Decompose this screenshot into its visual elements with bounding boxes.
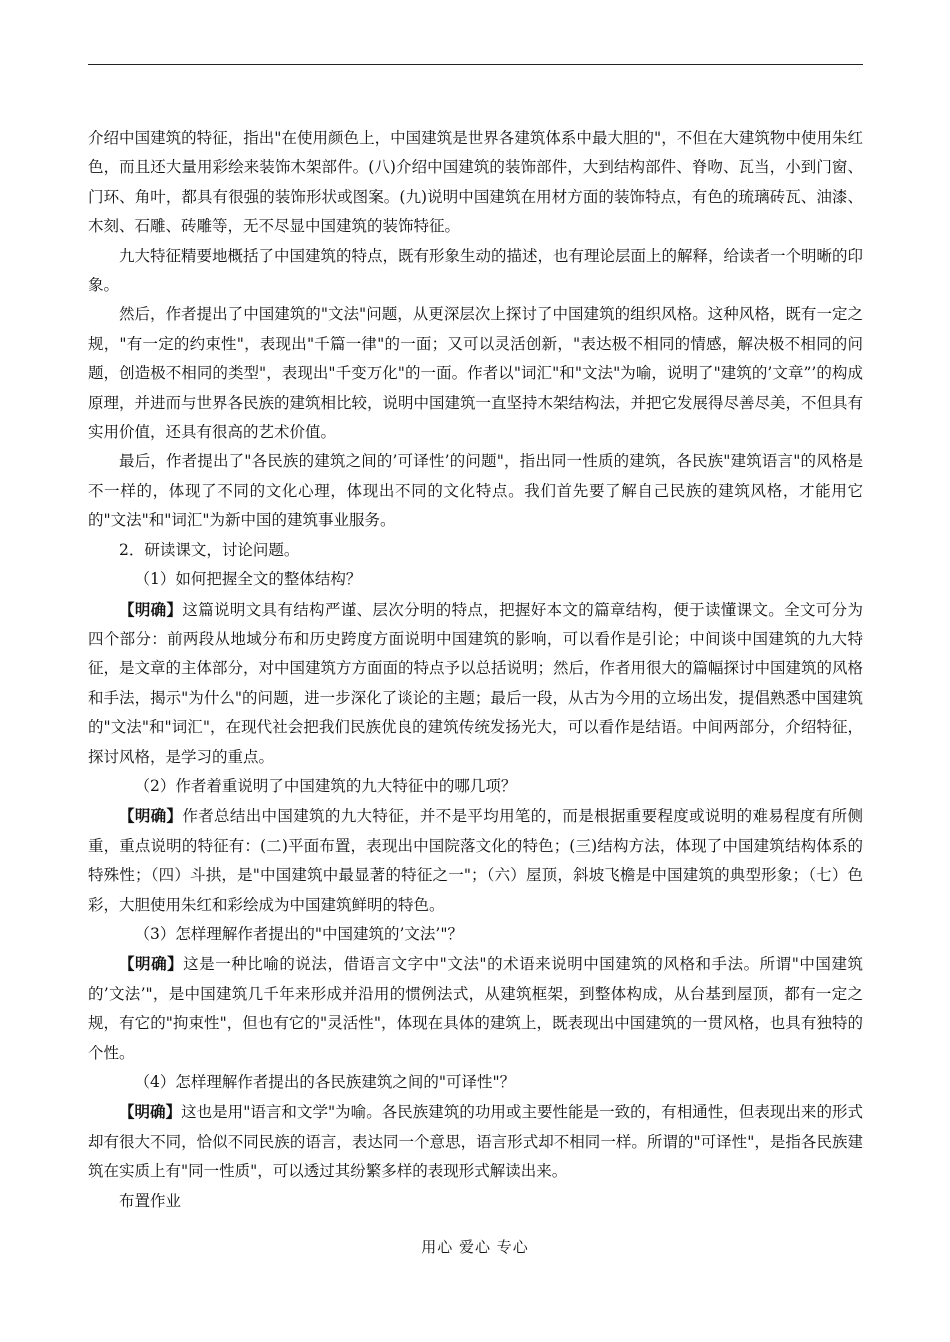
answer-4 <box>88 1097 863 1186</box>
section-heading-discussion: 2．研读课文，讨论问题。 <box>119 540 300 559</box>
paragraph-features-continued: 介绍中国建筑的特征，指出"在使用颜色上，中国建筑是世界各建筑体系中最大胆的"，不但在大建筑物中使用朱红色，而且还大量用彩绘来装饰木架部件。(八)介绍中国建筑的装饰部件，大到结构部件、脊吻、瓦当，小到门窗、门环、角叶，都具有很强的装饰形状或图案。(九)说明中国建筑在用材方面的装饰特点，有色的琉璃砖瓦、油漆、木刻、石雕、砖雕等，无不尽显中国建筑的装饰特征。 <box>88 129 863 236</box>
paragraph-nine-features-summary: 九大特征精要地概括了中国建筑的特点，既有形象生动的描述，也有理论层面上的解释，给读者一个明晰的印象。 <box>88 246 864 295</box>
question-1: （1）如何把握全文的整体结构？ <box>134 570 362 589</box>
answer-4-text: 这也是用"语言和文学"为喻。各民族建筑的功用或主要性能是一致的，有相通性，但表现出来的形式却有很大不同，恰似不同民族的语言，表达同一个意思，语言形式却不相同一样。所谓的"可译性"，是指各民族建筑在实质上有"同一性质"，可以透过其纷繁多样的表现形式解读出来。 <box>88 1103 863 1181</box>
mingque-label: 【明确】 <box>119 599 183 619</box>
body-text <box>88 124 863 1216</box>
page-footer: 用心 爱心 专心 <box>421 1238 529 1256</box>
answer-3-text: 这是一种比喻的说法，借语言文字中"文法"的术语来说明中国建筑的风格和手法。所谓"中国建筑的’文法’"，是中国建筑几千年来形成并沿用的惯例法式，从建筑框架，到整体构成，从台基到屋顶，都有一定之规，有它的"拘束性"，但也有它的"灵活性"，体现在具体的建筑上，既表现出中国建筑的一贯风格，也具有独特的个性。 <box>88 955 863 1062</box>
paragraph-translatability: 最后，作者提出了"各民族的建筑之间的’可译性’的问题"，指出同一性质的建筑，各民族"建筑语言"的风格是不一样的，体现了不同的文化心理，体现出不同的文化特点。我们首先要了解自己民族的建筑风格，才能用它的"文法"和"词汇"为新中国的建筑事业服务。 <box>88 452 863 530</box>
question-4: （4）怎样理解作者提出的各民族建筑之间的"可译性"？ <box>134 1073 516 1091</box>
paragraph-grammar: 然后，作者提出了中国建筑的"文法"问题，从更深层次上探讨了中国建筑的组织风格。这种风格，既有一定之规，"有一定的约束性"，表现出"千篇一律"的一面；又可以灵活创新，"表达极不相同的情感，解决极不相同的问题，创造极不相同的类型"，表现出"千变万化"的一面。作者以"词汇"和"文法"为喻，说明了"建筑的’文章”’的构成原理，并进而与世界各民族的建筑相比较，说明中国建筑一直坚持木架结构法，并把它发展得尽善尽美，不但具有实用价值，还具有很高的艺术价值。 <box>88 305 864 442</box>
header-rule <box>88 64 863 65</box>
answer-3 <box>88 949 863 1068</box>
mingque-label: 【明确】 <box>119 954 184 974</box>
answer-2 <box>88 801 863 920</box>
question-2: （2）作者着重说明了中国建筑的九大特征中的哪几项？ <box>134 776 517 795</box>
answer-1 <box>88 595 863 772</box>
mingque-label: 【明确】 <box>119 1102 182 1122</box>
question-3: （3）怎样理解作者提出的"中国建筑的’文法’"？ <box>134 924 463 943</box>
answer-2-text: 作者总结出中国建筑的九大特征，并不是平均用笔的，而是根据重要程度或说明的难易程度有所侧重，重点说明的特征有：(二)平面布置，表现出中国院落文化的特色；(三)结构方法，体现了中国建筑结构体系的特殊性；（四）斗拱，是"中国建筑中最显著的特征之一"；（六）屋顶，斜坡飞檐是中国建筑的典型形象；（七）色彩，大胆使用朱红和彩绘成为中国建筑鲜明的特色。 <box>88 807 863 914</box>
answer-1-text: 这篇说明文具有结构严谨、层次分明的特点，把握好本文的篇章结构，便于读懂课文。全文可分为四个部分：前两段从地域分布和历史跨度方面说明中国建筑的影响，可以看作是引论；中间谈中国建筑的九大特征，是文章的主体部分，对中国建筑方方面面的特点予以总括说明；然后，作者用很大的篇幅探讨中国建筑的风格和手法，揭示"为什么"的问题，进一步深化了谈论的主题；最后一段，从古为今用的立场出发，提倡熟悉中国建筑的"文法"和"词汇"，在现代社会把我们民族优良的建筑传统发扬光大，可以看作是结语。中间两部分，介绍特征，探讨风格，是学习的重点。 <box>88 600 864 766</box>
homework-heading: 布置作业 <box>119 1191 182 1210</box>
mingque-label: 【明确】 <box>119 806 183 826</box>
